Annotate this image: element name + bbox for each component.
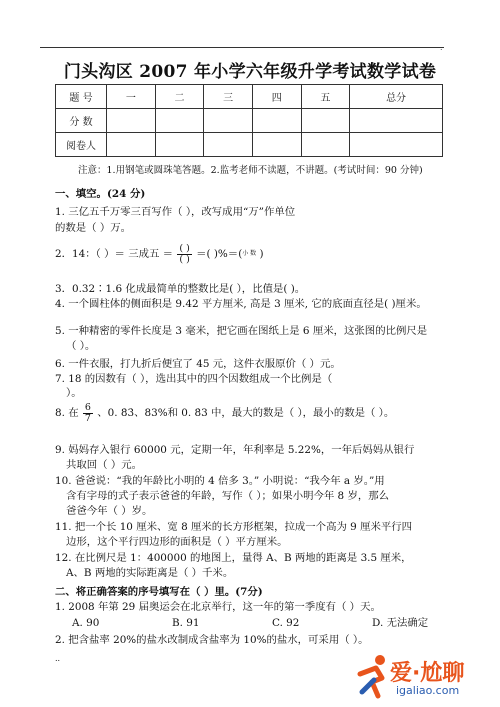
score-cell-head: 五 (301, 85, 350, 109)
score-cell-head: 三 (204, 85, 253, 109)
page-title: 门头沟区 2007 年小学六年级升学考试数学试卷 (63, 62, 437, 82)
fraction-denominator: 7 (84, 412, 91, 424)
corner-mark: . (440, 43, 443, 52)
fraction-denominator: ( ) (179, 253, 190, 265)
option-c: C. 92 (272, 617, 300, 629)
watermark-text: 爱·尬聊 (390, 661, 465, 686)
tail-mark: .. (55, 654, 61, 663)
question-7-line-2: ）。 (66, 387, 82, 399)
question-8 (55, 402, 394, 424)
top-rule (40, 47, 444, 48)
question-7-line-1: 7. 18 的因数有（ ），选出其中的四个因数组成一个比例是（ (55, 373, 333, 385)
question-10-line-3: 爸爸今年（ ）岁。 (66, 505, 153, 517)
score-cell[interactable] (204, 109, 253, 133)
question-6: 6. 一件衣服，打九折后便宜了 45 元，这件衣服原价（ ）元。 (55, 358, 341, 370)
score-cell[interactable] (107, 133, 156, 157)
question-2-mid: ＝( )%＝( (196, 248, 243, 260)
question-8-fraction (83, 403, 93, 424)
score-cell-head: 二 (155, 85, 204, 109)
question-12-line-1: 12. 在比例尺是 1：400000 的地图上，量得 A、B 两地的距离是 3.5 厘米， (55, 552, 412, 564)
score-table-row-grader (56, 133, 443, 157)
score-cell[interactable] (301, 133, 350, 157)
fraction-numerator: ( ) (179, 242, 190, 254)
question-10-line-2: 含有字母的式子表示爸爸的年龄，写作（ ）；如果小明今年 8 岁，那么 (66, 490, 390, 502)
score-cell-head: 总分 (350, 85, 443, 109)
score-cell[interactable] (204, 133, 253, 157)
runner-icon (352, 652, 392, 700)
watermark-url: igaliao.com (396, 684, 460, 697)
question-12-line-2: A、B 两地的实际距离是（ ）千米。 (66, 567, 234, 579)
score-row-label: 阅卷人 (56, 133, 107, 157)
score-cell[interactable] (350, 109, 443, 133)
score-cell[interactable] (107, 109, 156, 133)
question-3: 3．0.32∶1.6 化成最简单的整数比是( ），比值是( )。 (55, 283, 306, 295)
question-11-line-1: 11. 把一个长 10 厘米、宽 8 厘米的长方形框架，拉成一个高为 9 厘米平行四 (55, 521, 413, 533)
question-11-line-2: 边形，这个平行四边形的面积是（ ）平方厘米。 (66, 536, 288, 548)
score-cell[interactable] (155, 133, 204, 157)
score-cell[interactable] (301, 109, 350, 133)
question-2-decimal-hint: 小 数 (242, 250, 257, 257)
question-9-line-1: 9. 妈妈存入银行 60000 元，定期一年，年利率是 5.22%，一年后妈妈从银行 (55, 444, 415, 456)
score-cell-head: 四 (252, 85, 301, 109)
score-cell[interactable] (155, 109, 204, 133)
question-1-line-1: 1. 三亿五千万零三百写作（ ），改写成用“万”作单位 (55, 206, 296, 218)
score-cell[interactable] (252, 133, 301, 157)
option-d: D. 无法确定 (372, 617, 429, 629)
score-cell[interactable] (350, 133, 443, 157)
question-8-pre: 8. 在 (55, 407, 79, 419)
section-2-question-1: 1. 2008 年第 29 届奥运会在北京举行，这一年的第一季度有（ ）天。 (55, 601, 381, 613)
option-a: A. 90 (72, 617, 100, 629)
question-2-end: ) (256, 248, 264, 260)
section-1-heading: 一、填空。(24 分) (55, 188, 146, 200)
question-5-line-1: 5. 一种精密的零件长度是 3 毫米，把它画在图纸上是 6 厘米，这张图的比例尺是 (55, 325, 428, 337)
question-2-fraction (177, 244, 191, 265)
score-table-row-score (56, 109, 443, 133)
question-8-rest: 、0. 8̇3̇、83%和 0. 8̇3 中，最大的数是（ ），最小的数是（ ）。 (97, 407, 395, 419)
question-1-line-2: 的数是（ ）万。 (55, 222, 132, 234)
score-row-label: 分 数 (56, 109, 107, 133)
question-9-line-2: 共取回（ ）元。 (66, 459, 143, 471)
section-2-heading: 二、将正确答案的序号填写在（ ）里。(7分) (55, 586, 263, 598)
question-4: 4. 一个圆柱体的侧面积是 9.42 平方厘米, 高是 3 厘米, 它的底面直径是( )厘米。 (55, 298, 427, 310)
watermark-logo (352, 650, 492, 704)
question-2 (55, 243, 264, 265)
score-table (55, 84, 443, 157)
section-2-question-2: 2. 把含盐率 20%的盐水改制成含盐率为 10%的盐水，可采用（ ）。 (55, 634, 369, 646)
question-2-pre: 2．14：（ ）＝ 三成五 ＝ (55, 248, 174, 260)
exam-note: 注意：1.用钢笔或圆珠笔答题。2.监考老师不读题，不讲题。(考试时间：90 分钟) (78, 165, 423, 176)
score-table-head-row (56, 85, 443, 109)
option-b: B. 91 (172, 617, 200, 629)
score-cell-head: 题 号 (56, 85, 107, 109)
question-10-line-1: 10. 爸爸说：“我的年龄比小明的 4 倍多 3。” 小明说：“我今年 a 岁。”用 (55, 475, 385, 487)
question-5-line-2: （ ）。 (66, 340, 96, 352)
score-cell[interactable] (252, 109, 301, 133)
fraction-numerator: 6 (84, 401, 91, 413)
score-cell-head: 一 (107, 85, 156, 109)
